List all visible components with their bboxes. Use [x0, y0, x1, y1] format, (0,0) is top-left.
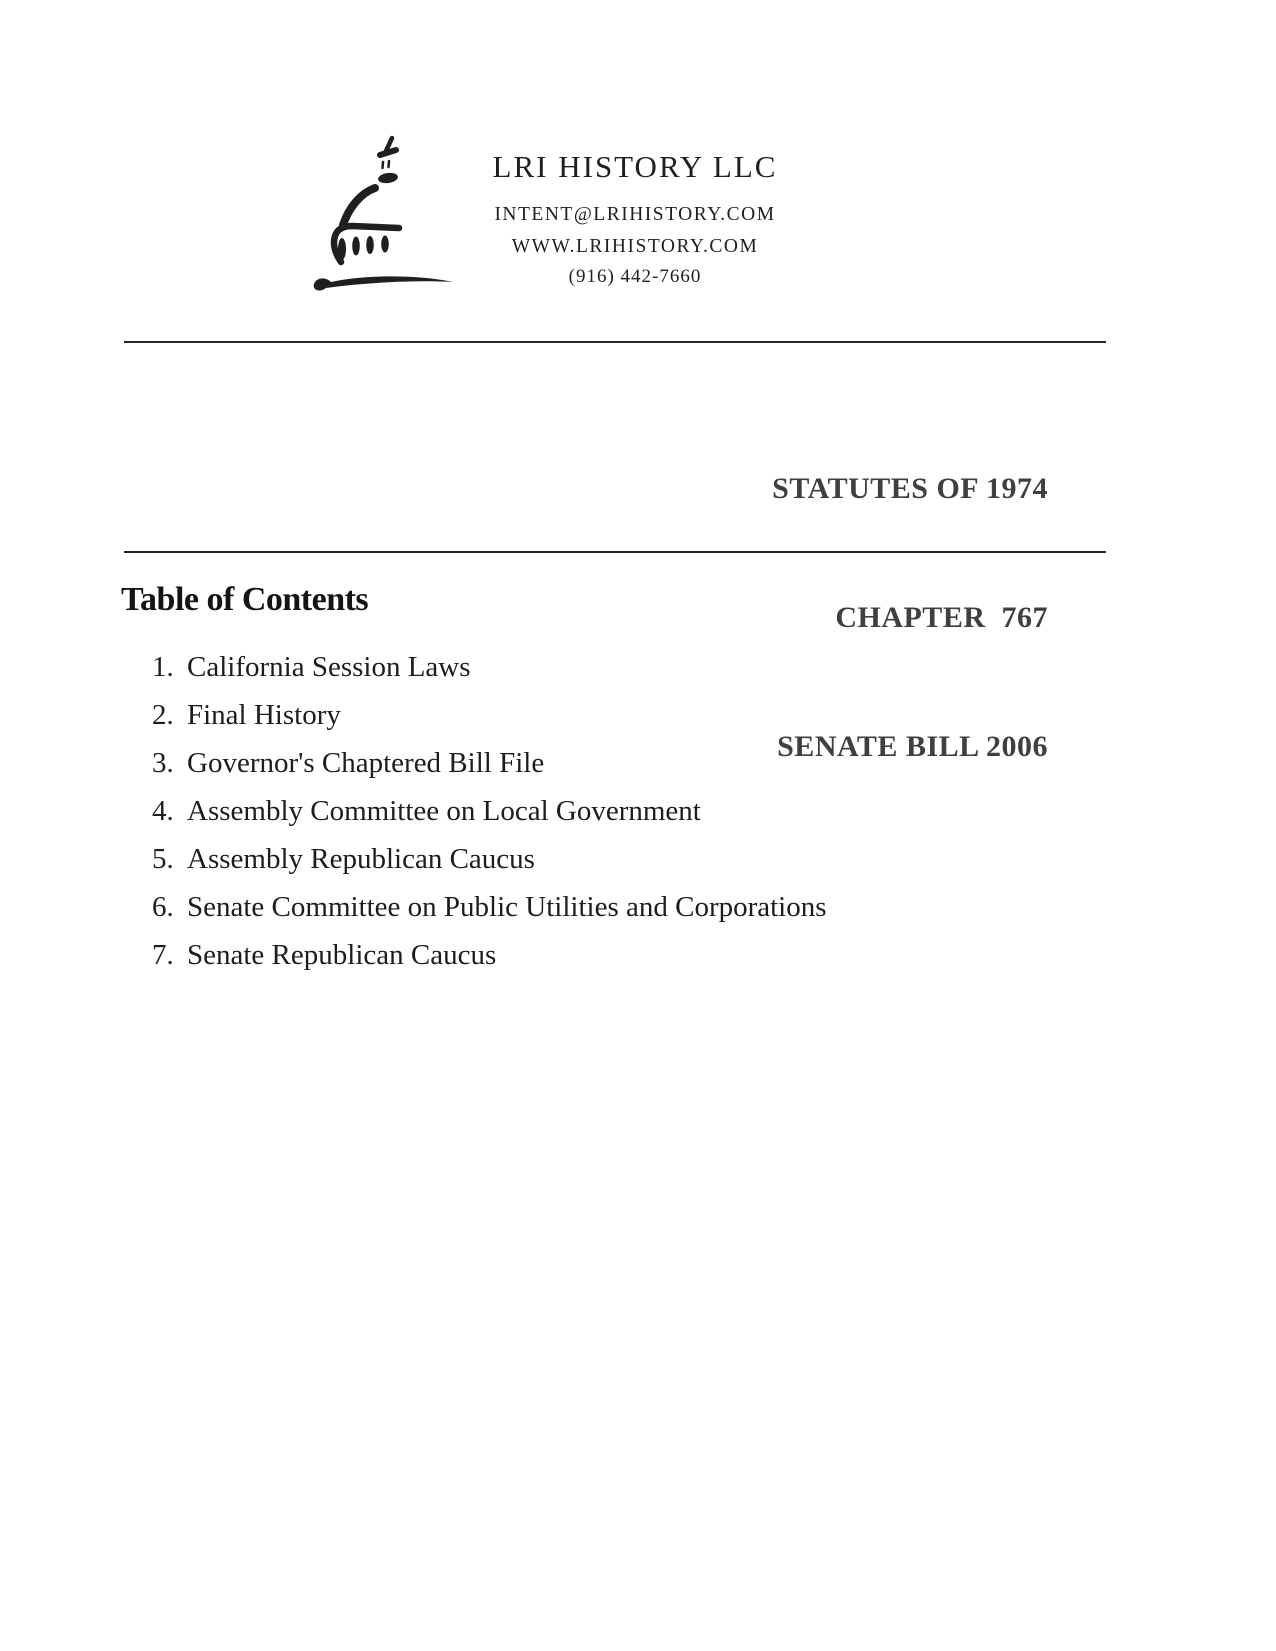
company-phone: (916) 442-7660 — [568, 266, 702, 287]
toc-item-number: 2. — [152, 699, 174, 731]
toc-item-label: California Session Laws — [187, 651, 471, 683]
toc-item — [152, 649, 972, 686]
toc-item — [152, 793, 972, 830]
toc-item-number: 7. — [152, 939, 174, 971]
divider-top — [124, 341, 1106, 343]
toc-item-number: 5. — [152, 843, 174, 875]
company-email: INTENT@LRIHISTORY.COM — [494, 204, 776, 225]
toc-item-number: 4. — [152, 795, 174, 827]
chapter-line: CHAPTER 767 — [835, 601, 1048, 634]
statutes-line: STATUTES OF 1974 — [772, 472, 1048, 505]
toc-item-label: Senate Republican Caucus — [187, 939, 497, 971]
toc-item-number: 3. — [152, 747, 174, 779]
company-website: WWW.LRIHISTORY.COM — [511, 236, 759, 257]
toc-item — [152, 841, 972, 878]
toc-item — [152, 937, 972, 974]
senate-bill-line: SENATE BILL 2006 — [777, 730, 1048, 763]
toc-item-label: Final History — [187, 699, 341, 731]
toc-item-label: Senate Committee on Public Utilities and Corporations — [187, 891, 827, 923]
toc-item — [152, 697, 972, 734]
toc-item-label: Assembly Republican Caucus — [187, 843, 535, 875]
toc-item-number: 6. — [152, 891, 174, 923]
toc-item-label: Assembly Committee on Local Government — [187, 795, 701, 827]
toc-item — [152, 889, 972, 926]
company-name: LRI HISTORY LLC — [492, 149, 778, 184]
toc-item — [152, 745, 972, 782]
toc-list — [152, 649, 972, 985]
toc-title: Table of Contents — [121, 581, 369, 618]
toc-item-number: 1. — [152, 651, 174, 683]
toc-item-label: Governor's Chaptered Bill File — [187, 747, 545, 779]
